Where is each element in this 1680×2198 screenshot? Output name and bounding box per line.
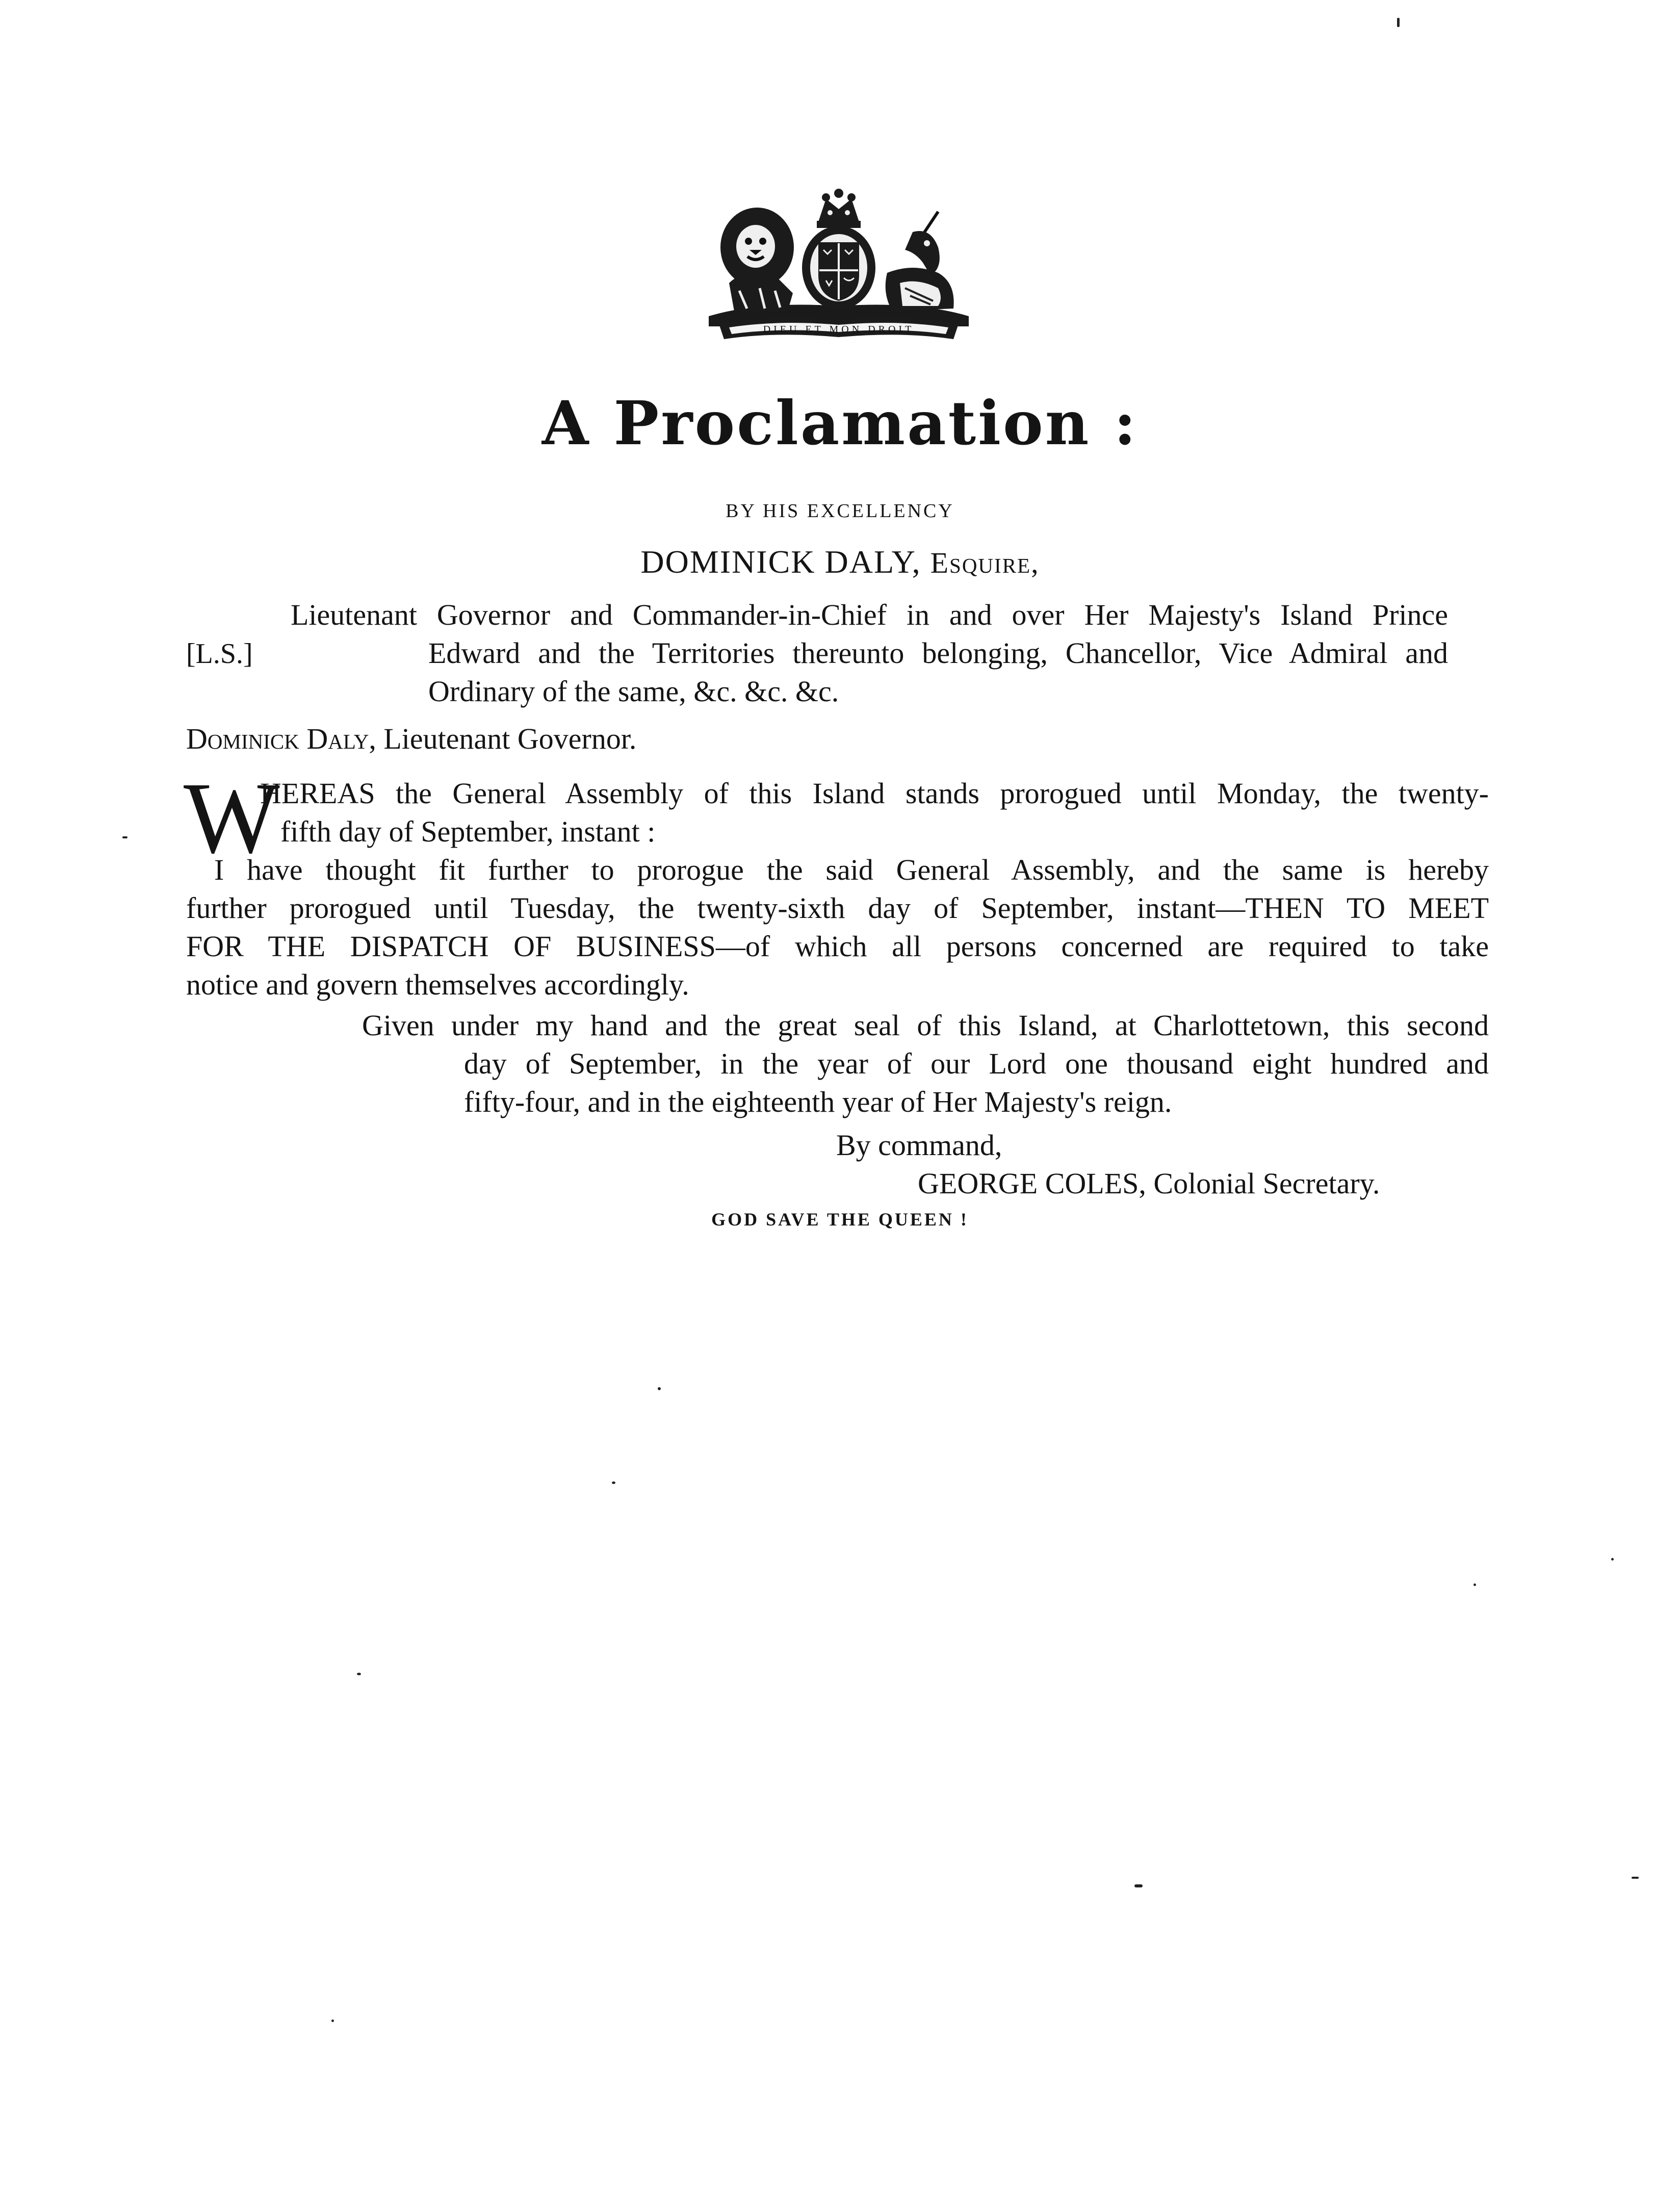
royal-coat-of-arms	[699, 186, 979, 354]
governor-suffix: Esquire,	[930, 546, 1040, 579]
signature-role: Lieutenant Governor.	[383, 722, 637, 755]
body-line-1: I have thought fit further to prorogue the said General Assembly, and the same is hereby	[214, 853, 1489, 886]
title-block-line-2: Edward and the Territories thereunto belonging, Chancellor, Vice Admiral and	[428, 636, 1448, 670]
colonial-secretary: GEORGE COLES, Colonial Secretary.	[918, 1167, 1380, 1200]
title-block-line-1: Lieutenant Governor and Commander-in-Chief in and over Her Majesty's Island Prince	[291, 598, 1448, 631]
body-line-4: notice and govern themselves accordingly.	[186, 968, 689, 1001]
print-speck	[658, 1387, 661, 1390]
drop-cap: W	[184, 762, 280, 875]
signature-name: Dominick Daly,	[186, 722, 376, 755]
lion-icon	[720, 208, 794, 311]
by-his-excellency: BY HIS EXCELLENCY	[726, 500, 954, 522]
print-speck	[122, 836, 127, 838]
title-block-line-3: Ordinary of the same, &c. &c. &c.	[428, 675, 839, 708]
given-line-3: fifty-four, and in the eighteenth year of Her Majesty's reign.	[464, 1085, 1172, 1118]
print-speck	[1611, 1558, 1614, 1561]
unicorn-icon	[886, 212, 954, 311]
closing-line: GOD SAVE THE QUEEN !	[711, 1209, 969, 1230]
proclamation-title: A Proclamation :	[541, 388, 1139, 458]
print-speck	[331, 2020, 334, 2022]
print-speck	[1474, 1583, 1476, 1586]
governor-name: DOMINICK DALY,	[640, 544, 921, 580]
print-speck	[1134, 1884, 1143, 1887]
whereas-line-2: fifth day of September, instant :	[280, 815, 656, 848]
crown-icon	[817, 189, 861, 228]
whereas-line-1: HEREAS the General Assembly of this Island stands prorogued until Monday, the twenty-	[260, 777, 1489, 810]
motto-text: DIEU ET MON DROIT	[763, 324, 915, 335]
body-line-3: FOR THE DISPATCH OF BUSINESS—of which all persons concerned are required to take	[186, 930, 1489, 963]
print-speck	[1632, 1877, 1639, 1879]
print-speck	[612, 1481, 615, 1484]
body-line-2: further prorogued until Tuesday, the twenty-sixth day of September, instant—THEN TO MEET	[186, 891, 1489, 925]
print-speck	[357, 1673, 361, 1675]
given-line-1: Given under my hand and the great seal of this Island, at Charlottetown, this second	[362, 1009, 1489, 1042]
print-speck	[1397, 18, 1400, 27]
seal-mark: [L.S.]	[186, 638, 253, 670]
governor-name-line	[0, 543, 1680, 581]
governor-signature	[186, 722, 636, 756]
given-line-2: day of September, in the year of our Lord one thousand eight hundred and	[464, 1047, 1489, 1080]
by-command: By command,	[836, 1129, 1002, 1162]
